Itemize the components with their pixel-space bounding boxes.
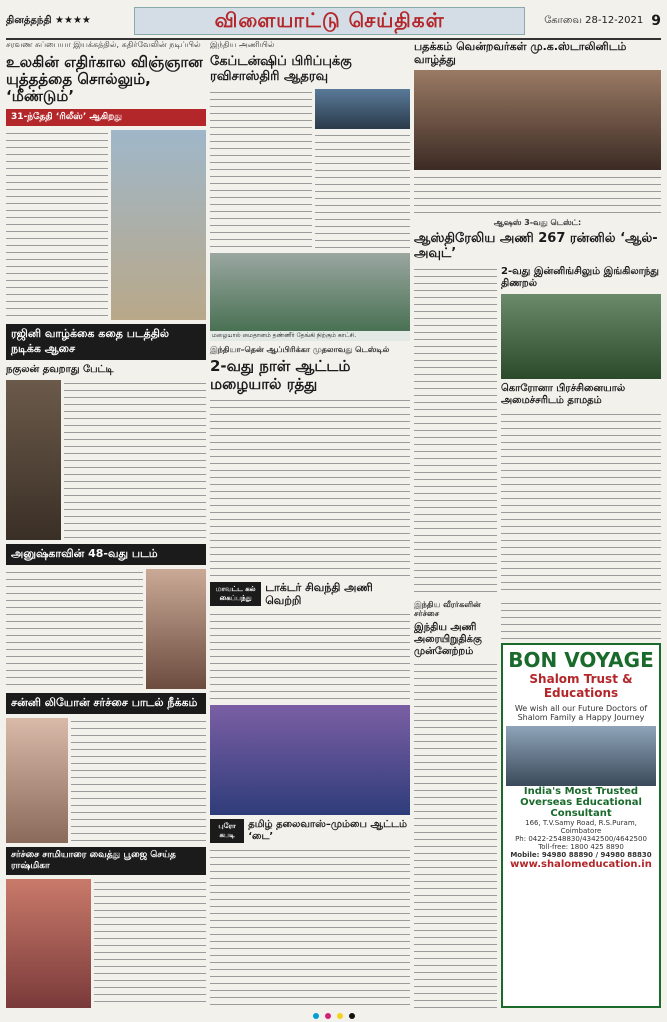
column-2 — [210, 40, 410, 1008]
paper-name: தினத்தந்தி ★★★★ — [6, 15, 91, 26]
c2-article1-kicker: இந்திய அணியில் — [210, 40, 275, 49]
c4-article2-body — [501, 600, 661, 640]
article5-body — [94, 879, 206, 1008]
article2-photo — [6, 380, 61, 540]
c2-article4-body — [210, 847, 410, 1008]
ad-group-photo — [506, 726, 656, 786]
article2-headline: ரஜினி வாழ்க்கை கதை படத்தில் நடிக்க ஆசை — [6, 324, 206, 360]
article4-body — [71, 718, 206, 843]
masthead — [6, 4, 661, 40]
c3-article2-headline: ஆஸ்திரேலிய அணி 267 ரன்னில் ‘ஆல்-அவுட்’ — [414, 230, 658, 261]
c2-article4-box: புரோ கபடி — [210, 819, 244, 843]
column-1 — [6, 40, 206, 1008]
article4-photo — [6, 718, 68, 843]
magenta-dot — [325, 1013, 331, 1019]
ad-title: BON VOYAGE — [508, 647, 654, 672]
article1-tag: 31-ந்தேதி ‘ரிலீஸ்’ ஆகிறது — [6, 109, 206, 126]
c2-article2-kicker: இந்தியா–தென் ஆப்பிரிக்கா முதலாவது டெஸ்டில் — [210, 344, 390, 354]
c2-article2-headline: 2-வது நாள் ஆட்டம் மழையால் ரத்து — [210, 357, 351, 393]
ad-address: 166, T.V.Samy Road, R.S.Puram, Coimbatore — [525, 818, 637, 835]
issue-date: கோவை 28-12-2021 — [544, 15, 644, 26]
c3-article3-headline: இந்திய அணி அரையிறுதிக்கு முன்னேற்றம் — [414, 622, 482, 658]
article2-body — [64, 380, 206, 540]
article1-headline: உலகின் எதிர்கால விஞ்ஞான யுத்தத்தை சொல்லும், ‘மீண்டும்’ — [6, 52, 203, 106]
article3-body — [6, 569, 143, 689]
c2-article1-body-left — [210, 89, 312, 249]
column-3-4 — [414, 40, 661, 1008]
c2-article3-headline: டாக்டர் சிவந்தி அணி வெற்றி — [265, 580, 373, 608]
ashes-photo — [501, 294, 661, 379]
c3-article2-kicker: ஆஷஸ் 3-வது டெஸ்ட்: — [493, 218, 582, 228]
article5-headline: சர்ச்சை சாமியாரை வைத்து பூஜை செய்த ராஷ்மிகா — [6, 847, 206, 875]
article2-sub: நகுலன் தவறாது பேட்டி — [6, 364, 114, 376]
c3-article1-body — [414, 174, 661, 214]
ad-org: Shalom Trust & Educations — [529, 671, 633, 700]
kabaddi-photo — [210, 705, 410, 815]
ad-tollfree: Toll-free: 1800 425 8890 — [538, 842, 624, 851]
article1-photo — [111, 130, 206, 320]
c2-article4-headline: தமிழ் தலைவாஸ்–மும்பை ஆட்டம் ‘டை’ — [248, 819, 408, 843]
bon-voyage-ad — [501, 643, 661, 1008]
article1-body — [6, 130, 108, 320]
c3-article2-sub: 2-வது இன்னிங்சிலும் இங்கிலாந்து திணறல் — [501, 265, 659, 289]
rain-stadium-photo — [210, 253, 410, 341]
c2-article3-box: மாவட்ட கல் கைப்பந்து — [210, 582, 261, 606]
c3-article3-kicker: இந்திய வீரர்களின் சர்ச்சை — [414, 599, 481, 619]
ad-mobile: Mobile: 94980 88890 / 94980 88830 — [510, 850, 652, 859]
article5-photo — [6, 879, 91, 1008]
c4-article1-headline: கொரோனா பிரச்சினையால் அமைச்சரிடம் தாமதம் — [501, 382, 626, 406]
print-registration-marks — [0, 1013, 667, 1019]
yellow-dot — [337, 1013, 343, 1019]
ad-tagline: India's Most Trusted Overseas Educational Consultant — [520, 785, 642, 819]
article4-headline: சன்னி லியோன் சர்ச்சை பாடல் நீக்கம் — [6, 693, 206, 714]
c2-article2-body — [210, 397, 410, 577]
ad-url[interactable]: www.shalomeducation.in — [510, 858, 652, 870]
black-dot — [349, 1013, 355, 1019]
article3-headline: அனுஷ்காவின் 48-வது படம் — [6, 544, 206, 565]
column-4 — [501, 266, 661, 596]
column-3 — [414, 266, 497, 596]
article3-photo — [146, 569, 206, 689]
section-title: விளையாட்டு செய்திகள் — [134, 7, 525, 35]
c2-article1-body-right — [315, 132, 410, 249]
c3-article2-body — [414, 266, 497, 596]
c3-article1-headline: பதக்கம் வென்றவர்கள் மு.க.ஸ்டாலினிடம் வாழ்த்து — [414, 40, 627, 67]
c2-article1-photo — [315, 89, 410, 129]
cyan-dot — [313, 1013, 319, 1019]
c2-article3-body — [210, 611, 410, 701]
c4-article1-body — [501, 411, 661, 596]
ad-phone: Ph: 0422-2548830/4342500/4642500 — [515, 834, 647, 843]
c3-article3-body — [414, 661, 497, 1008]
page-number: 9 — [651, 13, 661, 29]
c2-article1-headline: கேப்டன்ஷிப் பிரிப்புக்கு ரவிசாஸ்திரி ஆதரவு — [210, 53, 352, 85]
article1-kicker: சரவண சுப்பையா இயக்கத்தில், கதிர்வேலின் நடிப்பில் — [6, 40, 201, 49]
stalin-award-photo — [414, 70, 661, 170]
rain-photo-caption: மழையால் மைதானம் தண்ணீர் தேங்கி நிற்கும் காட்சி. — [210, 331, 410, 341]
ad-message: We wish all our Future Doctors of Shalom Family a Happy Journey — [514, 703, 648, 722]
